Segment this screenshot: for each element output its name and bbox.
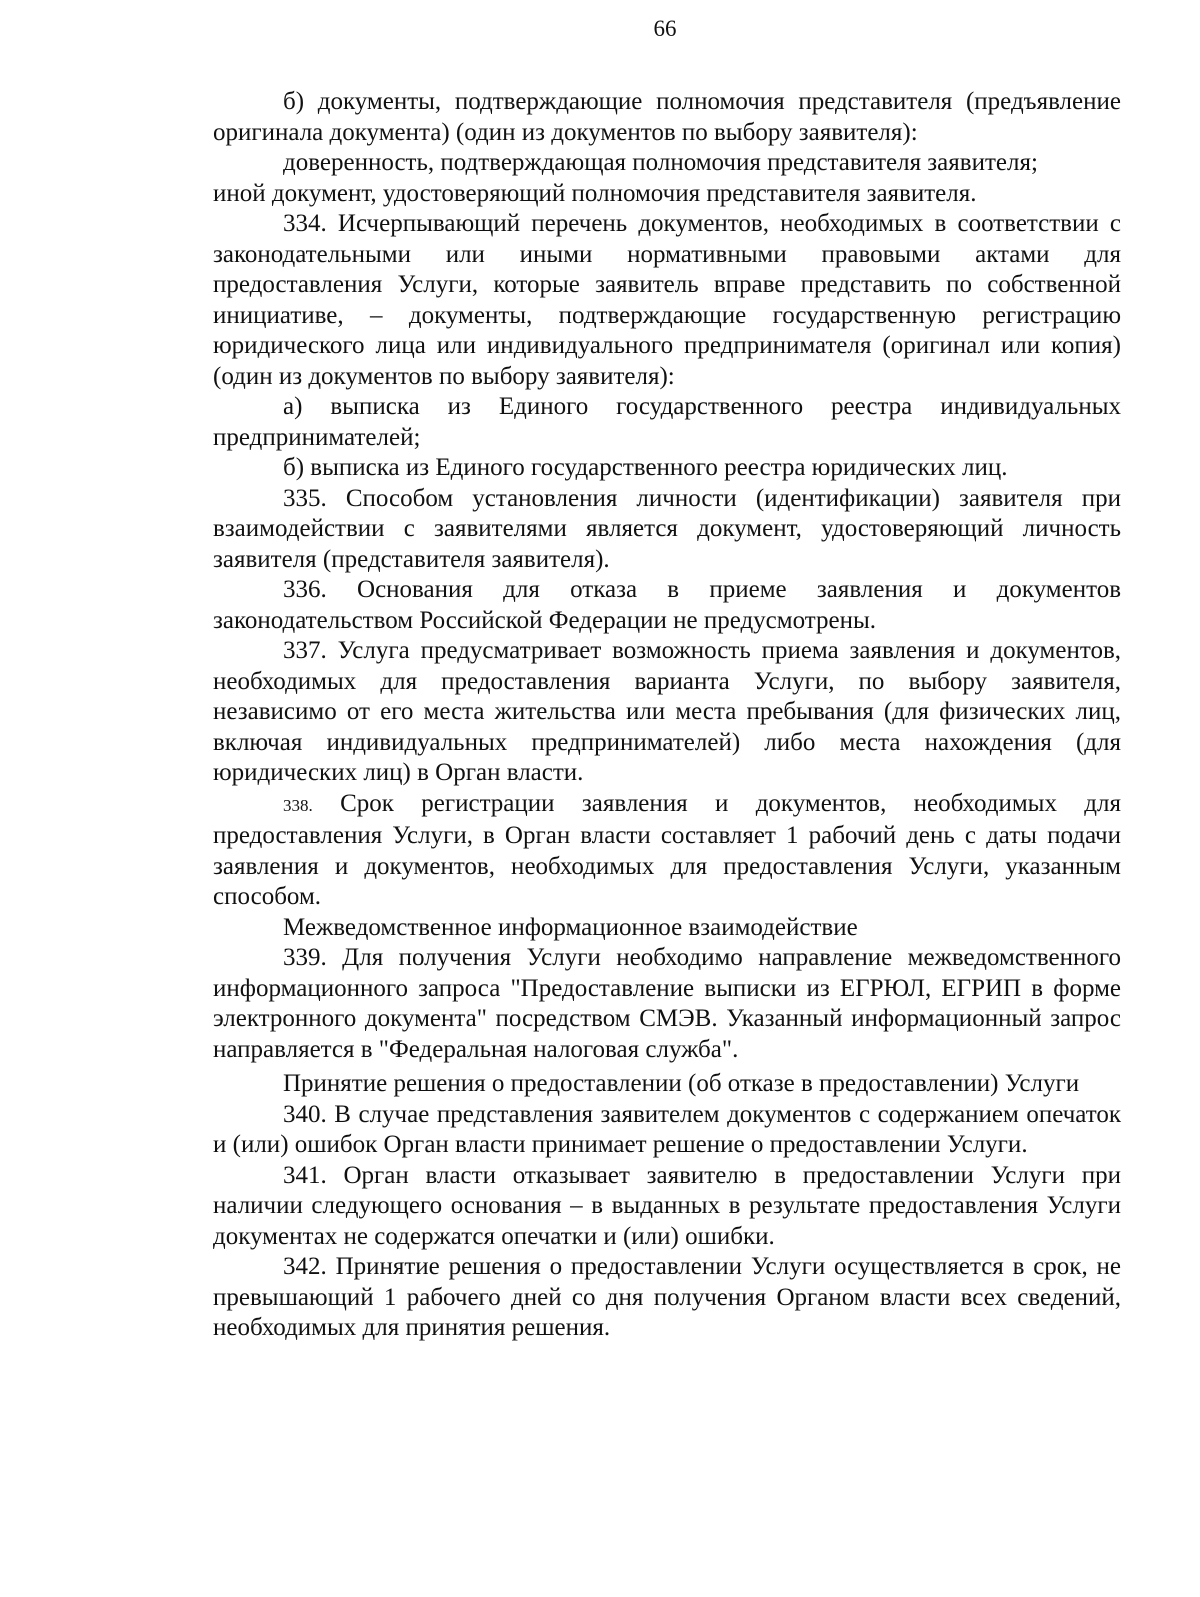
paragraph-339: 339. Для получения Услуги необходимо направление межведомственного информационного запроса "Предоставление выписки из ЕГРЮЛ, ЕГРИП в форме электронного документа" посредством СМЭВ. Указанный информационный запрос направляется в "Федеральная налоговая служба".	[213, 944, 1121, 1063]
paragraph-342: 342. Принятие решения о предоставлении Услуги осуществляется в срок, не превышающий 1 рабочего дней со дня получения Органом власти всех сведений, необходимых для принятия решения.	[213, 1253, 1121, 1341]
paragraph-representative-docs: б) документы, подтверждающие полномочия представителя (предъявление оригинала документа) (один из документов по выбору заявителя):	[213, 88, 1121, 146]
document-body	[213, 87, 1121, 1344]
heading-decision: Принятие решения о предоставлении (об отказе в предоставлении) Услуги	[283, 1070, 1080, 1097]
paragraph-power-of-attorney: доверенность, подтверждающая полномочия представителя заявителя;	[283, 149, 1038, 176]
paragraph-336: 336. Основания для отказа в приеме заявления и документов законодательством Российской Федерации не предусмотрены.	[213, 576, 1121, 634]
heading-interagency: Межведомственное информационное взаимодействие	[283, 913, 858, 941]
paragraph-337: 337. Услуга предусматривает возможность приема заявления и документов, необходимых для предоставления варианта Услуги, по выбору заявителя, независимо от его места жительства или места пребывания (для физических лиц, включая индивидуальных предпринимателей) либо места нахождения (для юридических лиц) в Орган власти.	[213, 637, 1121, 786]
paragraph-335: 335. Способом установления личности (идентификации) заявителя при взаимодействии с заявителями является документ, удостоверяющий личность заявителя (представителя заявителя).	[213, 484, 1121, 573]
item-338-number: 338.	[283, 795, 313, 815]
paragraph-334-a: а) выписка из Единого государственного реестра индивидуальных предпринимателей;	[213, 393, 1121, 451]
paragraph-338-text: Срок регистрации заявления и документов, необходимых для предоставления Услуги, в Орган власти составляет 1 рабочий день с даты подачи заявления и документов, необходимых для предоставления Услуги, указанным способом.	[213, 789, 1121, 910]
paragraph-334-b: б) выписка из Единого государственного реестра юридических лиц.	[283, 454, 1008, 481]
paragraph-340: 340. В случае представления заявителем документов с содержанием опечаток и (или) ошибок Орган власти принимает решение о предоставлении Услуги.	[213, 1100, 1121, 1158]
page-number: 66	[653, 16, 677, 41]
paragraph-334: 334. Исчерпывающий перечень документов, необходимых в соответствии с законодательными или иными нормативными правовыми актами для предоставления Услуги, которые заявитель вправе представить по собственной инициативе, – документы, подтверждающие государственную регистрацию юридического лица или индивидуального предпринимателя (оригинал или копия) (один из документов по выбору заявителя):	[213, 210, 1121, 390]
paragraph-341: 341. Орган власти отказывает заявителю в предоставлении Услуги при наличии следующего основания – в выданных в результате предоставления Услуги документах не содержатся опечатки и (или) ошибки.	[213, 1161, 1121, 1250]
paragraph-other-document: иной документ, удостоверяющий полномочия представителя заявителя.	[213, 179, 977, 207]
paragraph-338	[213, 789, 1121, 913]
